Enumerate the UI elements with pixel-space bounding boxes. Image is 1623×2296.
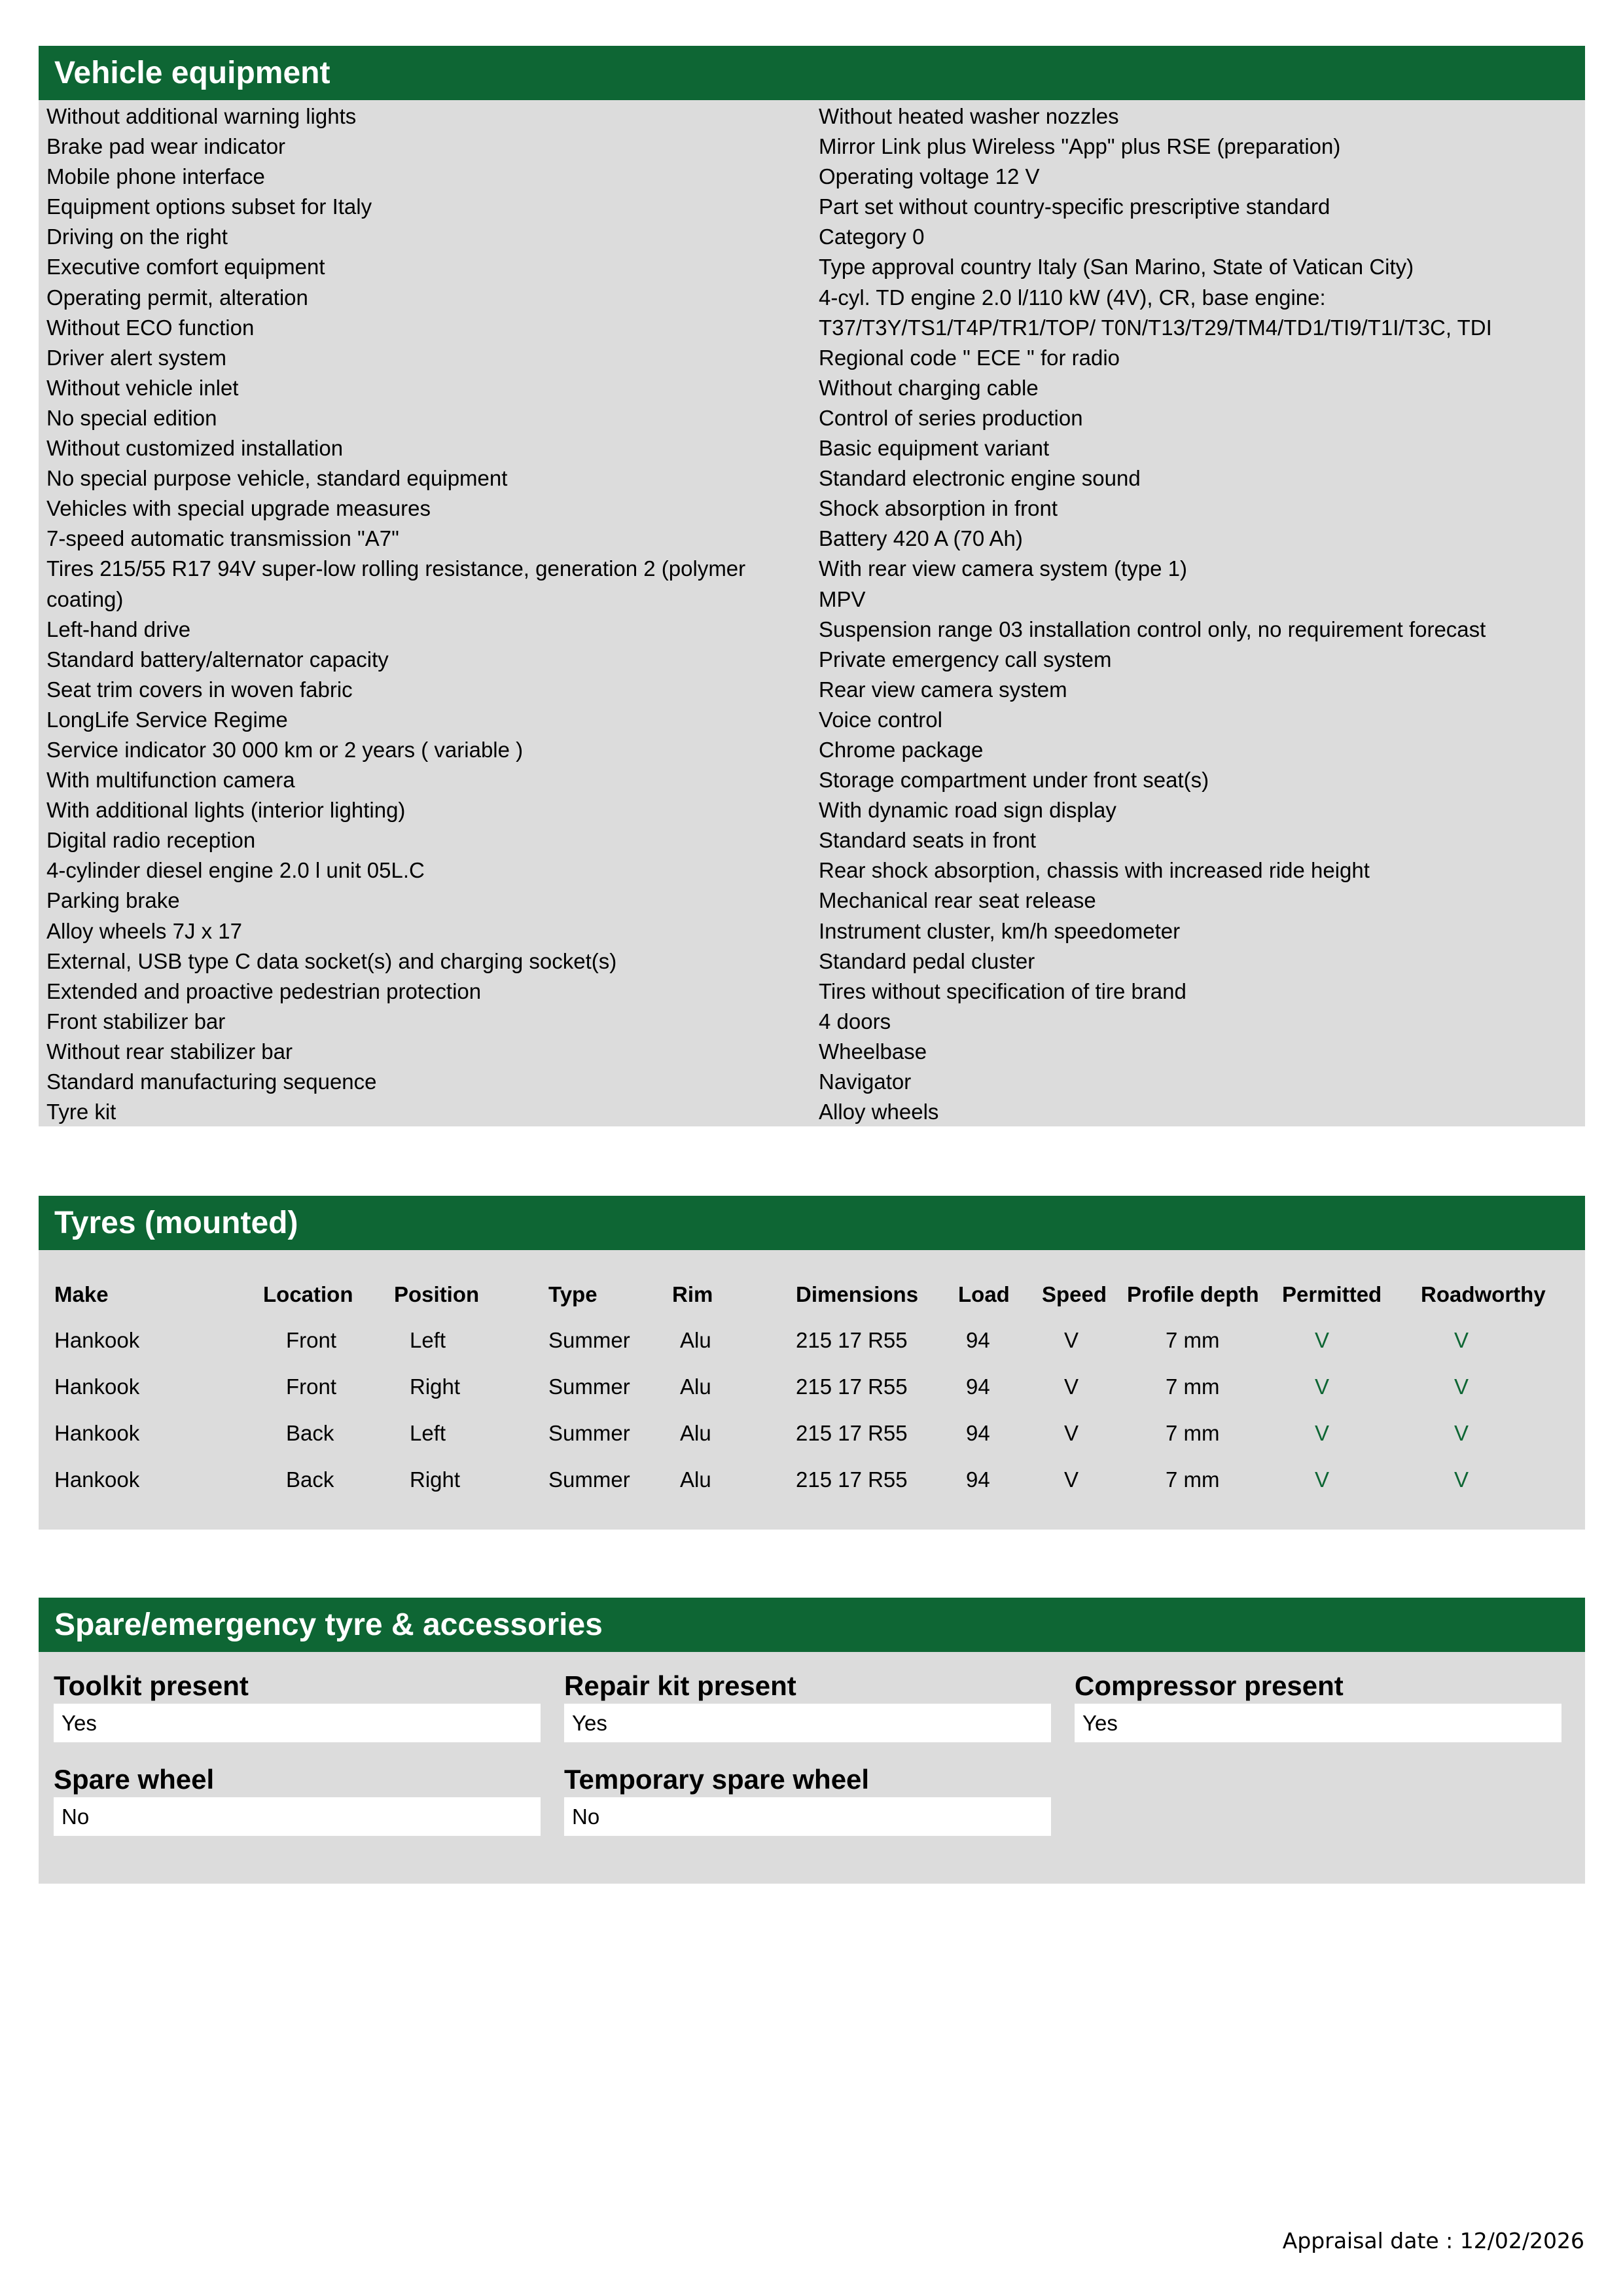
- cell-location: Back: [286, 1421, 334, 1445]
- equipment-item: Extended and proactive pedestrian protection: [46, 978, 482, 1003]
- column-header-type: Type: [548, 1282, 597, 1306]
- equipment-item: Tyre kit: [46, 1100, 116, 1124]
- cell-position: Left: [410, 1328, 446, 1352]
- equipment-item: Without rear stabilizer bar: [46, 1039, 293, 1064]
- equipment-item: Digital radio reception: [46, 828, 256, 853]
- equipment-item: 4 doors: [819, 1009, 891, 1033]
- equipment-item: No special purpose vehicle, standard equipment: [46, 466, 508, 491]
- cell-make: Hankook: [54, 1467, 140, 1492]
- cell-load: 94: [966, 1421, 990, 1445]
- equipment-item: MPV: [819, 586, 866, 611]
- column-header-profile-depth: Profile depth: [1127, 1282, 1259, 1306]
- roadworthy-check-icon: V: [1454, 1374, 1469, 1399]
- spare-accessories-section: [39, 1598, 1585, 1884]
- table-row: [39, 1417, 1585, 1450]
- temporary-spare-wheel-field: [564, 1763, 1051, 1836]
- equipment-item: With additional lights (interior lighting): [46, 798, 406, 823]
- equipment-item: 7-speed automatic transmission "A7": [46, 526, 399, 551]
- equipment-item: Tires without specification of tire brand: [819, 978, 1186, 1003]
- equipment-item: Mirror Link plus Wireless "App" plus RSE (preparation): [819, 134, 1341, 159]
- equipment-item: Seat trim covers in woven fabric: [46, 677, 353, 702]
- equipment-item: With rear view camera system (type 1): [819, 556, 1187, 581]
- equipment-item: Driving on the right: [46, 224, 228, 249]
- column-header-rim: Rim: [672, 1282, 713, 1306]
- temporary-spare-wheel-label: Temporary spare wheel: [564, 1764, 870, 1795]
- tyres-section: [39, 1196, 1585, 1530]
- cell-dimensions: 215 17 R55: [796, 1374, 908, 1399]
- equipment-item: No special edition: [46, 405, 217, 430]
- table-row: [39, 1324, 1585, 1357]
- column-header-make: Make: [54, 1282, 109, 1306]
- column-header-roadworthy: Roadworthy: [1421, 1282, 1546, 1306]
- cell-load: 94: [966, 1328, 990, 1352]
- section-title: Spare/emergency tyre & accessories: [39, 1598, 1585, 1652]
- column-header-speed: Speed: [1042, 1282, 1107, 1306]
- equipment-item: Front stabilizer bar: [46, 1009, 226, 1033]
- tyres-table: [39, 1250, 1585, 1530]
- roadworthy-check-icon: V: [1454, 1328, 1469, 1352]
- column-header-position: Position: [394, 1282, 480, 1306]
- equipment-item: Part set without country-specific prescriptive standard: [819, 194, 1330, 219]
- equipment-item: Brake pad wear indicator: [46, 134, 286, 159]
- permitted-check-icon: V: [1315, 1374, 1330, 1399]
- equipment-item: Vehicles with special upgrade measures: [46, 496, 431, 521]
- equipment-item: Control of series production: [819, 405, 1083, 430]
- equipment-item: Standard seats in front: [819, 828, 1037, 853]
- compressor-present-value: Yes: [1075, 1704, 1561, 1742]
- cell-profile-depth: 7 mm: [1166, 1328, 1220, 1352]
- equipment-item: Tires 215/55 R17 94V super-low rolling resistance, generation 2 (polymer coating): [46, 556, 746, 611]
- equipment-item: Category 0: [819, 224, 925, 249]
- equipment-item: Without additional warning lights: [46, 104, 357, 128]
- equipment-item: Parking brake: [46, 888, 180, 913]
- cell-profile-depth: 7 mm: [1166, 1421, 1220, 1445]
- cell-position: Right: [410, 1467, 461, 1492]
- equipment-item: Left-hand drive: [46, 617, 191, 641]
- equipment-item: Operating voltage 12 V: [819, 164, 1040, 189]
- spare-fields: [39, 1652, 1585, 1884]
- equipment-item: With multifunction camera: [46, 768, 295, 793]
- equipment-item: Alloy wheels: [819, 1100, 939, 1124]
- vehicle-equipment-section: [39, 46, 1585, 1126]
- cell-speed: V: [1064, 1328, 1079, 1352]
- roadworthy-check-icon: V: [1454, 1421, 1469, 1445]
- equipment-item: Mechanical rear seat release: [819, 888, 1096, 913]
- equipment-item: Without customized installation: [46, 436, 344, 461]
- cell-dimensions: 215 17 R55: [796, 1421, 908, 1445]
- spare-wheel-field: [54, 1763, 541, 1836]
- table-row: [39, 1371, 1585, 1403]
- column-header-permitted: Permitted: [1282, 1282, 1382, 1306]
- cell-rim: Alu: [680, 1421, 711, 1445]
- section-title: Tyres (mounted): [39, 1196, 1585, 1250]
- table-header-row: [39, 1278, 1585, 1311]
- column-header-load: Load: [958, 1282, 1010, 1306]
- equipment-item: Service indicator 30 000 km or 2 years ( variable ): [46, 737, 524, 762]
- temporary-spare-wheel-value: No: [564, 1797, 1051, 1836]
- equipment-item: Without charging cable: [819, 375, 1039, 400]
- cell-rim: Alu: [680, 1467, 711, 1492]
- equipment-list: [39, 100, 1585, 1126]
- cell-speed: V: [1064, 1421, 1079, 1445]
- compressor-present-label: Compressor present: [1075, 1670, 1344, 1701]
- cell-location: Front: [286, 1374, 337, 1399]
- cell-speed: V: [1064, 1467, 1079, 1492]
- cell-make: Hankook: [54, 1328, 140, 1352]
- column-header-location: Location: [263, 1282, 353, 1306]
- section-title: Vehicle equipment: [39, 46, 1585, 100]
- equipment-item: Standard electronic engine sound: [819, 466, 1141, 491]
- equipment-item: Standard pedal cluster: [819, 948, 1035, 973]
- equipment-item: Without ECO function: [46, 315, 255, 340]
- cell-speed: V: [1064, 1374, 1079, 1399]
- equipment-item: Voice control: [819, 707, 942, 732]
- equipment-item: 4-cyl. TD engine 2.0 l/110 kW (4V), CR, base engine: T37/T3Y/TS1/T4P/TR1/TOP/ T0N/T13/T29/TM4/TD1/TI9/T1I/T3C, TDI: [819, 285, 1492, 340]
- cell-dimensions: 215 17 R55: [796, 1467, 908, 1492]
- toolkit-present-label: Toolkit present: [54, 1670, 249, 1701]
- equipment-item: 4-cylinder diesel engine 2.0 l unit 05L.C: [46, 858, 425, 883]
- cell-type: Summer: [548, 1374, 630, 1399]
- cell-type: Summer: [548, 1467, 630, 1492]
- equipment-item: Mobile phone interface: [46, 164, 265, 189]
- equipment-item: Chrome package: [819, 737, 984, 762]
- equipment-item: Executive comfort equipment: [46, 255, 325, 279]
- cell-position: Right: [410, 1374, 461, 1399]
- equipment-column-right: [819, 101, 1578, 1127]
- equipment-item: Regional code " ECE " for radio: [819, 345, 1120, 370]
- compressor-present-field: [1075, 1670, 1561, 1742]
- repair-kit-present-field: [564, 1670, 1051, 1742]
- toolkit-present-value: Yes: [54, 1704, 541, 1742]
- table-row: [39, 1463, 1585, 1496]
- cell-location: Back: [286, 1467, 334, 1492]
- equipment-item: Standard manufacturing sequence: [46, 1069, 377, 1094]
- column-header-dimensions: Dimensions: [796, 1282, 919, 1306]
- cell-profile-depth: 7 mm: [1166, 1467, 1220, 1492]
- cell-type: Summer: [548, 1328, 630, 1352]
- equipment-item: With dynamic road sign display: [819, 798, 1116, 823]
- cell-position: Left: [410, 1421, 446, 1445]
- spare-wheel-label: Spare wheel: [54, 1764, 215, 1795]
- cell-make: Hankook: [54, 1421, 140, 1445]
- equipment-item: Type approval country Italy (San Marino, State of Vatican City): [819, 255, 1414, 279]
- toolkit-present-field: [54, 1670, 541, 1742]
- permitted-check-icon: V: [1315, 1421, 1330, 1445]
- equipment-item: Rear shock absorption, chassis with increased ride height: [819, 858, 1370, 883]
- equipment-item: Instrument cluster, km/h speedometer: [819, 918, 1181, 943]
- appraisal-date: Appraisal date : 12/02/2026: [1282, 2228, 1584, 2253]
- equipment-item: Alloy wheels 7J x 17: [46, 918, 242, 943]
- equipment-item: Shock absorption in front: [819, 496, 1058, 521]
- equipment-item: Without heated washer nozzles: [819, 104, 1119, 128]
- cell-type: Summer: [548, 1421, 630, 1445]
- equipment-item: Suspension range 03 installation control only, no requirement forecast: [819, 617, 1486, 641]
- equipment-item: Without vehicle inlet: [46, 375, 239, 400]
- equipment-item: Standard battery/alternator capacity: [46, 647, 389, 672]
- roadworthy-check-icon: V: [1454, 1467, 1469, 1492]
- equipment-item: Battery 420 A (70 Ah): [819, 526, 1023, 551]
- permitted-check-icon: V: [1315, 1467, 1330, 1492]
- equipment-item: Basic equipment variant: [819, 436, 1050, 461]
- repair-kit-present-value: Yes: [564, 1704, 1051, 1742]
- equipment-item: External, USB type C data socket(s) and charging socket(s): [46, 948, 617, 973]
- equipment-column-left: [46, 101, 799, 1127]
- equipment-item: Wheelbase: [819, 1039, 927, 1064]
- cell-load: 94: [966, 1467, 990, 1492]
- cell-dimensions: 215 17 R55: [796, 1328, 908, 1352]
- equipment-item: Driver alert system: [46, 345, 227, 370]
- equipment-item: Storage compartment under front seat(s): [819, 768, 1209, 793]
- cell-location: Front: [286, 1328, 337, 1352]
- equipment-item: Operating permit, alteration: [46, 285, 308, 310]
- spare-wheel-value: No: [54, 1797, 541, 1836]
- repair-kit-present-label: Repair kit present: [564, 1670, 796, 1701]
- cell-rim: Alu: [680, 1328, 711, 1352]
- cell-profile-depth: 7 mm: [1166, 1374, 1220, 1399]
- permitted-check-icon: V: [1315, 1328, 1330, 1352]
- cell-load: 94: [966, 1374, 990, 1399]
- cell-rim: Alu: [680, 1374, 711, 1399]
- equipment-item: Private emergency call system: [819, 647, 1112, 672]
- equipment-item: Equipment options subset for Italy: [46, 194, 372, 219]
- equipment-item: Navigator: [819, 1069, 912, 1094]
- cell-make: Hankook: [54, 1374, 140, 1399]
- equipment-item: LongLife Service Regime: [46, 707, 288, 732]
- equipment-item: Rear view camera system: [819, 677, 1067, 702]
